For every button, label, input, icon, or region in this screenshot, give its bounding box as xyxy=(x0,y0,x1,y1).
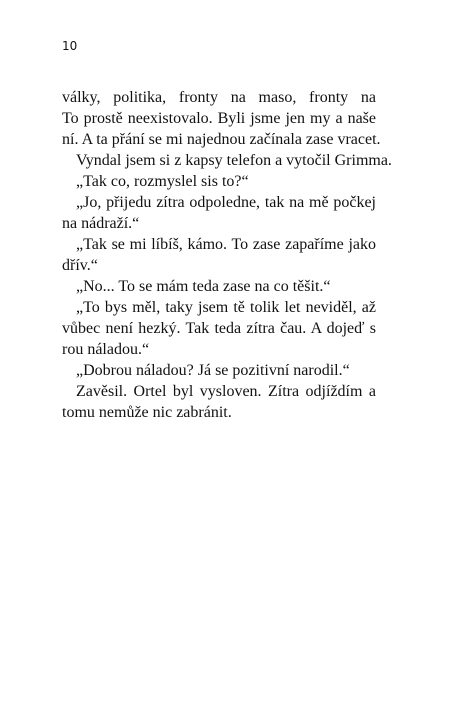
text-line: Zavěsil. Ortel byl vysloven. Zítra odjíždím a xyxy=(76,383,376,400)
text-line: rou náladou.“ xyxy=(62,341,150,358)
text-line: dřív.“ xyxy=(62,257,98,274)
text-line: „Dobrou náladou? Já se pozitivní narodil.“ xyxy=(76,362,350,379)
text-line: Vyndal jsem si z kapsy telefon a vytočil Grimma. xyxy=(76,152,392,169)
text-line: „Jo, přijedu zítra odpoledne, tak na mě počkej xyxy=(76,194,376,211)
text-line: „No... To se mám teda zase na co těšit.“ xyxy=(76,278,331,295)
body-text xyxy=(62,87,392,423)
text-line: To prostě neexistovalo. Byli jsme jen my a naše xyxy=(62,110,376,127)
text-line: ní. A ta přání se mi najednou začínala zase vracet. xyxy=(62,131,381,148)
text-line: na nádraží.“ xyxy=(62,215,140,232)
text-line: „Tak se mi líbíš, kámo. To zase zapaříme jako xyxy=(76,236,376,253)
text-line: tomu nemůže nic zabránit. xyxy=(62,404,232,421)
text-line: „Tak co, rozmyslel sis to?“ xyxy=(76,173,249,190)
page-number: 10 xyxy=(62,39,78,53)
text-line: vůbec není hezký. Tak teda zítra čau. A dojeď s xyxy=(62,320,376,337)
text-line: „To bys měl, taky jsem tě tolik let neviděl, až xyxy=(76,299,376,316)
text-line: války, politika, fronty na maso, fronty na xyxy=(62,89,376,106)
